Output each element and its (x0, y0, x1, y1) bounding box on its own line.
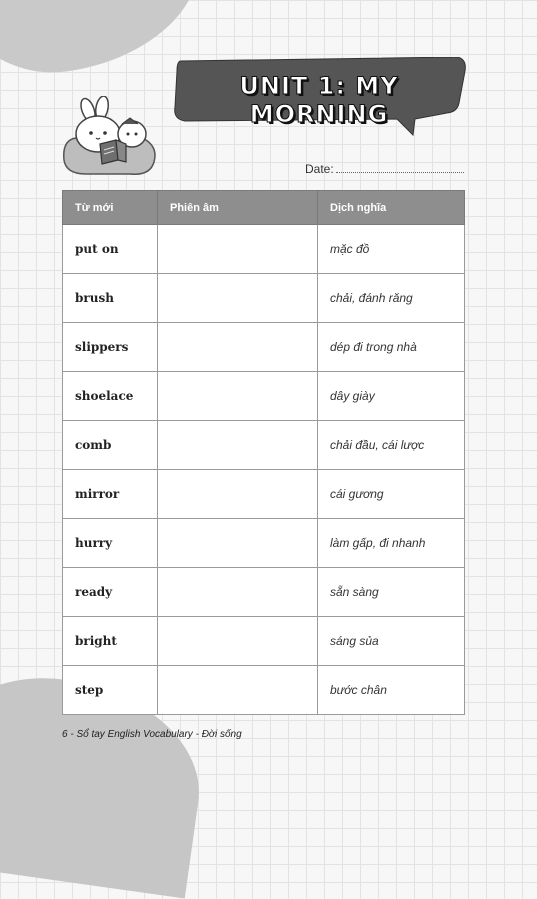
word-cell: shoelace (63, 372, 158, 421)
word-cell: ready (63, 568, 158, 617)
phonetic-cell[interactable] (158, 323, 318, 372)
phonetic-cell[interactable] (158, 666, 318, 715)
date-field (305, 162, 464, 176)
title-banner (171, 57, 467, 128)
phonetic-cell[interactable] (158, 274, 318, 323)
header-new-word: Từ mới (63, 191, 158, 225)
meaning-cell: chải, đánh răng (318, 274, 465, 323)
bunny-reading-icon (60, 96, 160, 178)
word-cell: brush (63, 274, 158, 323)
word-cell: mirror (63, 470, 158, 519)
phonetic-cell[interactable] (158, 225, 318, 274)
table-row (63, 274, 465, 323)
word-cell: bright (63, 617, 158, 666)
phonetic-cell[interactable] (158, 617, 318, 666)
header-meaning: Dịch nghĩa (318, 191, 465, 225)
phonetic-cell[interactable] (158, 372, 318, 421)
word-cell: comb (63, 421, 158, 470)
meaning-cell: sẵn sàng (318, 568, 465, 617)
vocabulary-table (62, 190, 465, 715)
table-row (63, 225, 465, 274)
page-footer: 6 - Sổ tay English Vocabulary - Đời sống (62, 729, 242, 740)
meaning-cell: dép đi trong nhà (318, 323, 465, 372)
meaning-cell: cái gương (318, 470, 465, 519)
phonetic-cell[interactable] (158, 519, 318, 568)
date-blank-line (336, 172, 464, 173)
phonetic-cell[interactable] (158, 568, 318, 617)
word-cell: put on (63, 225, 158, 274)
header-phonetic: Phiên âm (158, 191, 318, 225)
meaning-cell: làm gấp, đi nhanh (318, 519, 465, 568)
table-row (63, 323, 465, 372)
table-row (63, 666, 465, 715)
meaning-cell: mặc đồ (318, 225, 465, 274)
phonetic-cell[interactable] (158, 470, 318, 519)
word-cell: step (63, 666, 158, 715)
table-row (63, 421, 465, 470)
table-row (63, 519, 465, 568)
word-cell: slippers (63, 323, 158, 372)
table-row (63, 470, 465, 519)
date-label: Date: (305, 162, 334, 176)
meaning-cell: dây giày (318, 372, 465, 421)
table-header-row (63, 191, 465, 225)
page-title: UNIT 1: MY MORNING (239, 72, 399, 128)
table-row (63, 617, 465, 666)
meaning-cell: chải đầu, cái lược (318, 421, 465, 470)
phonetic-cell[interactable] (158, 421, 318, 470)
table-row (63, 372, 465, 421)
meaning-cell: bước chân (318, 666, 465, 715)
table-row (63, 568, 465, 617)
meaning-cell: sáng sủa (318, 617, 465, 666)
word-cell: hurry (63, 519, 158, 568)
